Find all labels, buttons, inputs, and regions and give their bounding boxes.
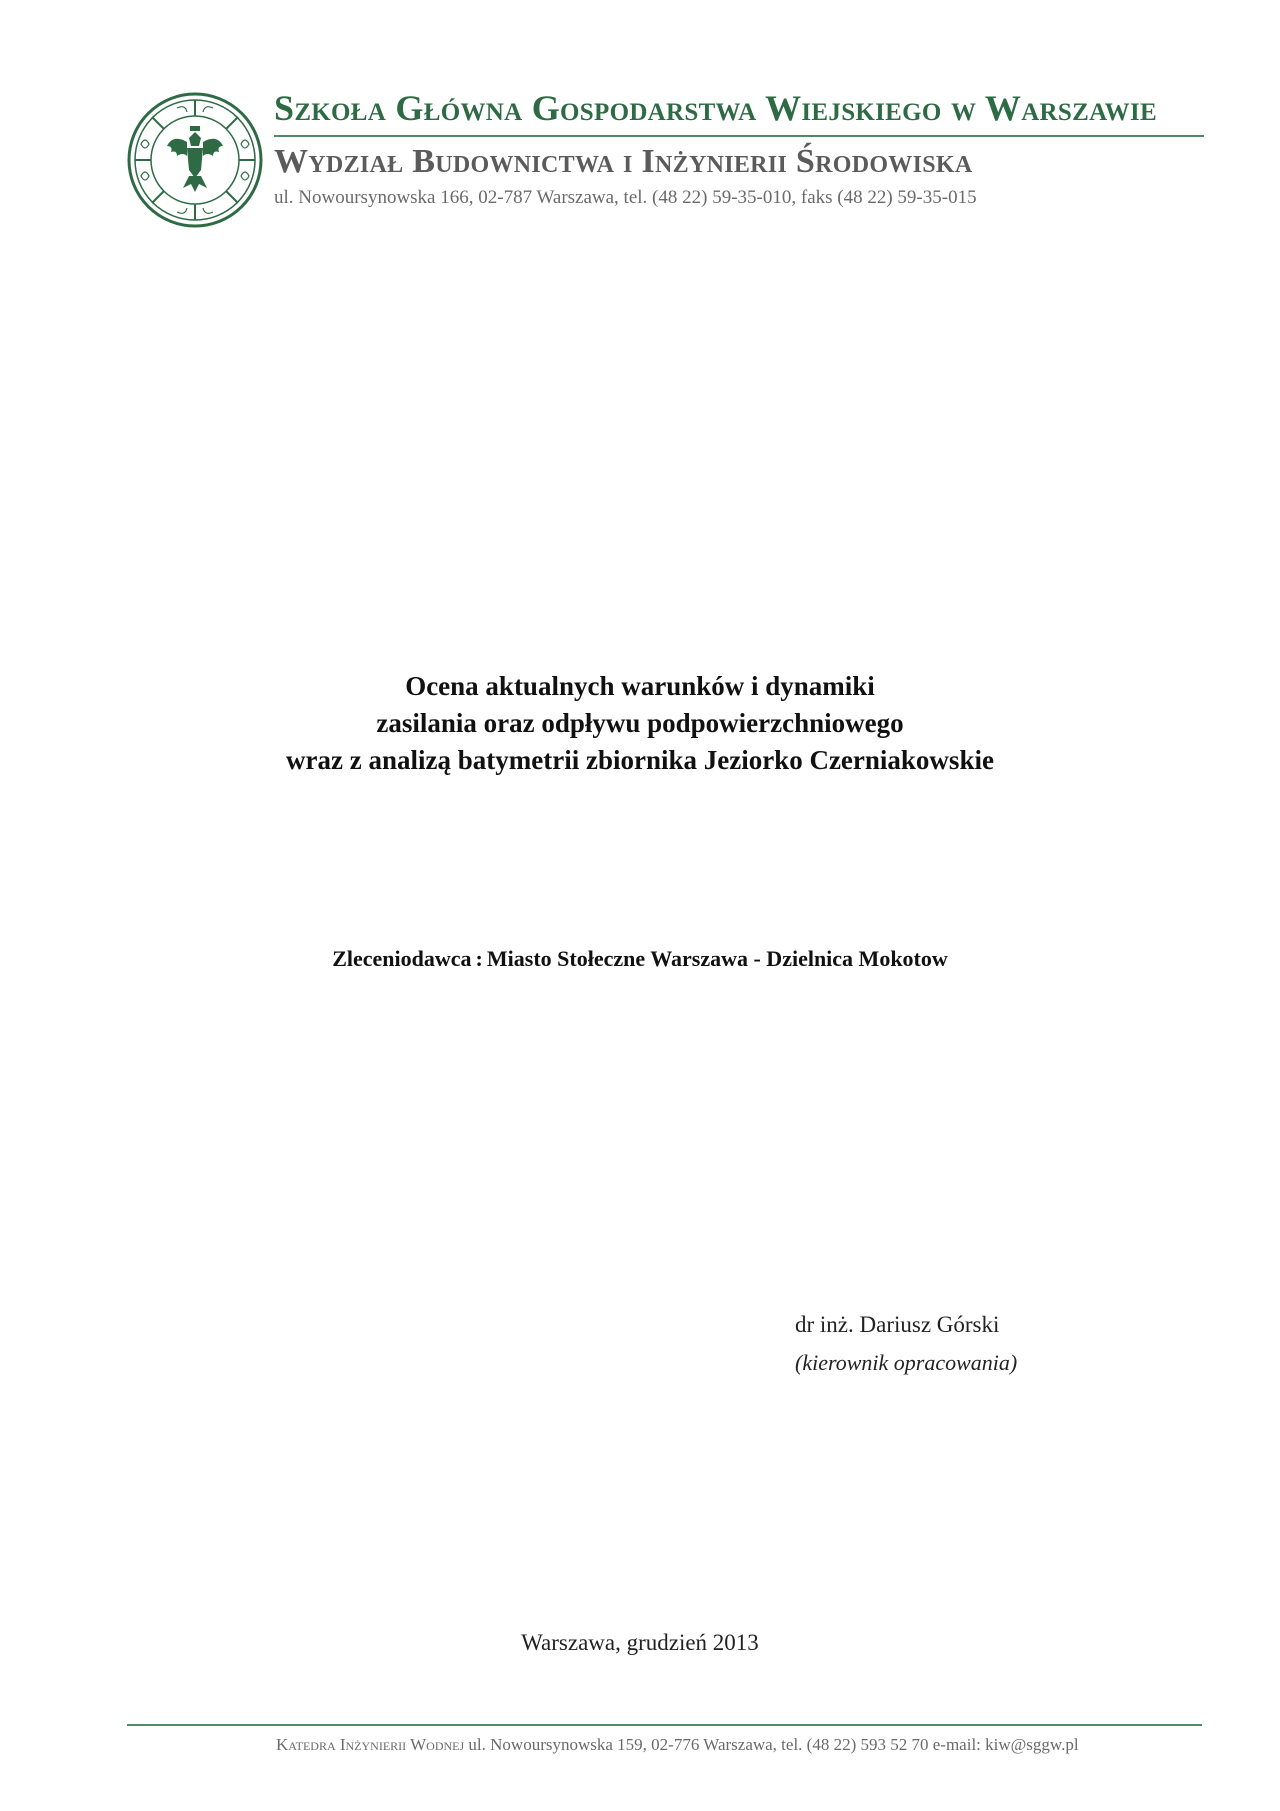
title-line-1: Ocena aktualnych warunków i dynamiki bbox=[405, 671, 875, 701]
university-seal-logo bbox=[127, 92, 263, 228]
footer-department: Katedra Inżynierii Wodnej bbox=[276, 1735, 465, 1754]
client-line bbox=[140, 946, 1140, 972]
university-name: Szkoła Główna Gospodarstwa Wiejskiego w Warszawie bbox=[274, 88, 1157, 128]
footer-divider bbox=[127, 1724, 1202, 1726]
title-line-2: zasilania oraz odpływu podpowierzchniowego bbox=[376, 708, 904, 738]
title-line-3: wraz z analizą batymetrii zbiornika Jeziorko Czerniakowskie bbox=[286, 745, 994, 775]
author-role: (kierownik opracowania) bbox=[795, 1350, 1018, 1375]
place-date: Warszawa, grudzień 2013 bbox=[521, 1630, 759, 1655]
client-value: Miasto Stołeczne Warszawa - Dzielnica Mokotow bbox=[486, 946, 948, 971]
university-seal-icon bbox=[127, 92, 263, 228]
footer-contact: ul. Nowoursynowska 159, 02-776 Warszawa, tel. (48 22) 593 52 70 e-mail: kiw@sggw.pl bbox=[468, 1735, 1079, 1754]
document-title bbox=[140, 668, 1140, 779]
client-separator: : bbox=[475, 946, 483, 971]
author-name: dr inż. Dariusz Górski bbox=[795, 1312, 1000, 1337]
header-divider bbox=[274, 135, 1204, 137]
client-label: Zleceniodawca bbox=[332, 946, 472, 971]
footer bbox=[276, 1734, 1201, 1756]
faculty-name: Wydział Budownictwa i Inżynierii Środowiska bbox=[274, 143, 973, 180]
faculty-address: ul. Nowoursynowska 166, 02-787 Warszawa, tel. (48 22) 59-35-010, faks (48 22) 59-35-015 bbox=[274, 187, 977, 208]
